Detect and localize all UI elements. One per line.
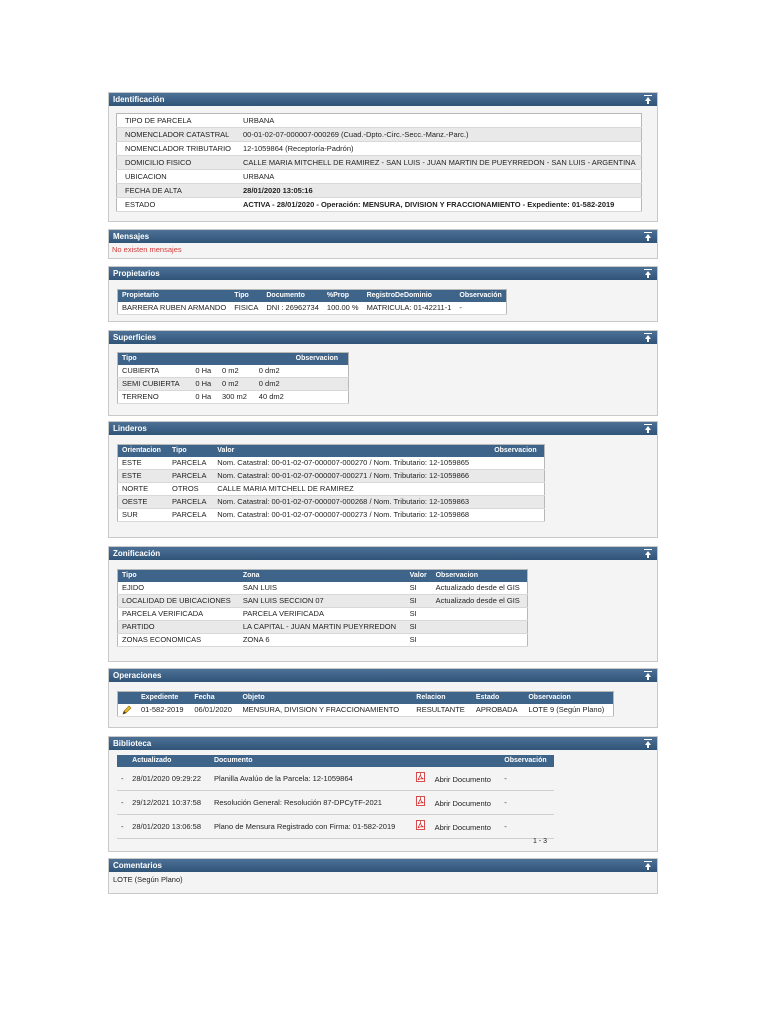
table-cell: Nom. Catastral: 00-01-02-07-000007-000270 / Nom. Tributario: 12-1059865 bbox=[213, 457, 490, 470]
biblioteca-panel bbox=[108, 736, 658, 852]
column-header[interactable]: Observación bbox=[455, 290, 506, 303]
table-row bbox=[118, 496, 545, 509]
table-row bbox=[118, 595, 528, 608]
column-header[interactable]: Documento bbox=[262, 290, 323, 303]
comentarios-text: LOTE (Según Plano) bbox=[113, 875, 183, 884]
table-cell: Actualizado desde el GIS bbox=[432, 582, 528, 595]
propietarios-table bbox=[117, 289, 507, 315]
linderos-table bbox=[117, 444, 545, 522]
table-cell: SAN LUIS bbox=[239, 582, 406, 595]
table-cell: PARCELA bbox=[168, 470, 213, 483]
field-value: URBANA bbox=[239, 170, 642, 184]
table-row bbox=[117, 128, 642, 142]
column-header-empty bbox=[118, 692, 138, 705]
column-header[interactable]: Valor bbox=[406, 570, 432, 583]
field-label: NOMENCLADOR TRIBUTARIO bbox=[117, 142, 240, 156]
table-cell: 0 Ha bbox=[191, 391, 218, 404]
linderos-title: Linderos bbox=[113, 424, 147, 433]
table-cell: CALLE MARIA MITCHELL DE RAMIREZ bbox=[213, 483, 490, 496]
table-cell bbox=[292, 391, 349, 404]
operaciones-panel bbox=[108, 668, 658, 728]
column-header[interactable]: RegistroDeDominio bbox=[363, 290, 456, 303]
table-cell: DNI : 26962734 bbox=[262, 302, 323, 315]
table-row bbox=[118, 582, 528, 595]
table-row bbox=[117, 170, 642, 184]
table-row bbox=[118, 704, 614, 717]
table-cell: Actualizado desde el GIS bbox=[432, 595, 528, 608]
column-header[interactable]: Observación bbox=[500, 755, 554, 767]
table-row bbox=[117, 142, 642, 156]
column-header[interactable]: Fecha bbox=[190, 692, 238, 705]
doc-title: Planilla Avalúo de la Parcela: 12-1059864 bbox=[210, 767, 412, 791]
table-cell: CUBIERTA bbox=[118, 365, 192, 378]
table-row bbox=[117, 184, 642, 198]
table-cell bbox=[432, 608, 528, 621]
row-dash: - bbox=[117, 791, 128, 815]
operaciones-header[interactable] bbox=[109, 669, 657, 682]
table-cell: SUR bbox=[118, 509, 169, 522]
table-cell: 0 Ha bbox=[191, 365, 218, 378]
collapse-up-icon[interactable] bbox=[644, 861, 652, 870]
operaciones-title: Operaciones bbox=[113, 671, 162, 680]
column-header[interactable]: Observacion bbox=[292, 353, 349, 366]
linderos-header[interactable] bbox=[109, 422, 657, 435]
column-header[interactable]: Tipo bbox=[168, 445, 213, 458]
table-cell: EJIDO bbox=[118, 582, 239, 595]
propietarios-header[interactable] bbox=[109, 267, 657, 280]
column-header-empty bbox=[117, 755, 128, 767]
table-cell: 0 m2 bbox=[218, 365, 255, 378]
table-cell: OESTE bbox=[118, 496, 169, 509]
column-header[interactable]: %Prop bbox=[323, 290, 363, 303]
table-row bbox=[118, 365, 349, 378]
table-row bbox=[118, 391, 349, 404]
field-value: ACTIVA - 28/01/2020 - Operación: MENSURA, DIVISION Y FRACCIONAMIENTO - Expediente: 01-582-2019 bbox=[239, 198, 642, 212]
table-cell: PARCELA VERIFICADA bbox=[239, 608, 406, 621]
column-header[interactable]: Observacion bbox=[524, 692, 613, 705]
mensajes-panel bbox=[108, 229, 658, 259]
doc-observation: - bbox=[500, 767, 554, 791]
identificacion-table bbox=[116, 113, 642, 212]
doc-date: 28/01/2020 09:29:22 bbox=[128, 767, 210, 791]
table-cell: LA CAPITAL - JUAN MARTIN PUEYRREDON bbox=[239, 621, 406, 634]
column-header[interactable]: Observacion bbox=[432, 570, 528, 583]
table-cell: 0 Ha bbox=[191, 378, 218, 391]
collapse-up-icon[interactable] bbox=[644, 95, 652, 104]
pencil-icon[interactable] bbox=[122, 705, 132, 715]
column-header[interactable]: Valor bbox=[213, 445, 490, 458]
doc-title: Plano de Mensura Registrado con Firma: 01-582-2019 bbox=[210, 815, 412, 839]
field-label: FECHA DE ALTA bbox=[117, 184, 240, 198]
superficies-title: Superficies bbox=[113, 333, 157, 342]
table-cell: FISICA bbox=[230, 302, 262, 315]
column-header[interactable]: Expediente bbox=[137, 692, 190, 705]
doc-observation: - bbox=[500, 815, 554, 839]
field-label: ESTADO bbox=[117, 198, 240, 212]
table-cell: 0 dm2 bbox=[255, 378, 292, 391]
table-cell: ESTE bbox=[118, 457, 169, 470]
collapse-up-icon[interactable] bbox=[644, 549, 652, 558]
doc-link-cell bbox=[412, 767, 501, 791]
doc-title: Resolución General: Resolución 87-DPCyTF-2021 bbox=[210, 791, 412, 815]
column-header[interactable] bbox=[218, 353, 255, 366]
doc-date: 28/01/2020 13:06:58 bbox=[128, 815, 210, 839]
collapse-up-icon[interactable] bbox=[644, 739, 652, 748]
table-cell: MENSURA, DIVISION Y FRACCIONAMIENTO bbox=[238, 704, 412, 717]
field-label: DOMICILIO FISICO bbox=[117, 156, 240, 170]
zonificacion-header[interactable] bbox=[109, 547, 657, 560]
column-header[interactable]: Objeto bbox=[238, 692, 412, 705]
table-cell: NORTE bbox=[118, 483, 169, 496]
table-cell: SI bbox=[406, 595, 432, 608]
table-cell: 0 m2 bbox=[218, 378, 255, 391]
field-label: UBICACION bbox=[117, 170, 240, 184]
comentarios-title: Comentarios bbox=[113, 861, 162, 870]
table-cell: PARCELA VERIFICADA bbox=[118, 608, 239, 621]
table-cell: PARCELA bbox=[168, 509, 213, 522]
zonificacion-panel bbox=[108, 546, 658, 662]
table-row bbox=[118, 457, 545, 470]
operaciones-table bbox=[117, 691, 614, 717]
table-cell: Nom. Catastral: 00-01-02-07-000007-000273 / Nom. Tributario: 12-1059868 bbox=[213, 509, 490, 522]
propietarios-panel bbox=[108, 266, 658, 322]
table-cell: ZONAS ECONOMICAS bbox=[118, 634, 239, 647]
mensajes-header[interactable] bbox=[109, 230, 657, 243]
table-cell: - bbox=[455, 302, 506, 315]
column-header[interactable] bbox=[191, 353, 218, 366]
comentarios-header[interactable] bbox=[109, 859, 657, 872]
open-document-link[interactable]: Abrir Documento bbox=[434, 822, 491, 832]
table-cell: SI bbox=[406, 582, 432, 595]
column-header[interactable]: Zona bbox=[239, 570, 406, 583]
mensajes-title: Mensajes bbox=[113, 232, 150, 241]
field-value: 00-01-02-07-000007-000269 (Cuad.-Dpto.-Circ.-Secc.-Manz.-Parc.) bbox=[239, 128, 642, 142]
table-cell: ESTE bbox=[118, 470, 169, 483]
identificacion-header[interactable] bbox=[109, 93, 657, 106]
row-dash: - bbox=[117, 815, 128, 839]
field-label: TIPO DE PARCELA bbox=[117, 114, 240, 128]
column-header[interactable]: Tipo bbox=[230, 290, 262, 303]
field-value: 12-1059864 (Receptoría-Padrón) bbox=[239, 142, 642, 156]
table-cell: LOCALIDAD DE UBICACIONES bbox=[118, 595, 239, 608]
field-value: CALLE MARIA MITCHELL DE RAMIREZ - SAN LUIS - JUAN MARTIN DE PUEYRREDON - SAN LUIS - ARGENTINA bbox=[239, 156, 642, 170]
doc-date: 29/12/2021 10:37:58 bbox=[128, 791, 210, 815]
pdf-icon[interactable] bbox=[416, 772, 425, 782]
superficies-header[interactable] bbox=[109, 331, 657, 344]
identificacion-panel bbox=[108, 92, 658, 222]
column-header[interactable]: Actualizado bbox=[128, 755, 210, 767]
table-cell bbox=[432, 634, 528, 647]
table-cell: SI bbox=[406, 634, 432, 647]
edit-cell bbox=[118, 704, 138, 717]
superficies-panel bbox=[108, 330, 658, 416]
table-row bbox=[117, 156, 642, 170]
collapse-up-icon[interactable] bbox=[644, 424, 652, 433]
table-cell: 300 m2 bbox=[218, 391, 255, 404]
table-cell: LOTE 9 (Según Plano) bbox=[524, 704, 613, 717]
table-row bbox=[118, 608, 528, 621]
column-header[interactable]: Observacion bbox=[490, 445, 544, 458]
biblioteca-title: Biblioteca bbox=[113, 739, 152, 748]
column-header[interactable]: Tipo bbox=[118, 353, 192, 366]
pdf-icon[interactable] bbox=[416, 820, 425, 830]
biblioteca-pager: 1 - 3 bbox=[533, 838, 548, 845]
table-cell: APROBADA bbox=[472, 704, 524, 717]
table-row bbox=[118, 470, 545, 483]
column-header[interactable]: Propietario bbox=[118, 290, 231, 303]
collapse-up-icon[interactable] bbox=[644, 269, 652, 278]
biblioteca-header[interactable] bbox=[109, 737, 657, 750]
zonificacion-table bbox=[117, 569, 528, 647]
table-cell bbox=[490, 470, 544, 483]
table-cell bbox=[490, 496, 544, 509]
table-cell bbox=[490, 457, 544, 470]
table-row bbox=[117, 791, 554, 815]
comentarios-panel bbox=[108, 858, 658, 894]
table-cell: SI bbox=[406, 608, 432, 621]
field-value: URBANA bbox=[239, 114, 642, 128]
table-cell bbox=[490, 483, 544, 496]
table-row bbox=[118, 634, 528, 647]
table-cell: RESULTANTE bbox=[412, 704, 472, 717]
table-row bbox=[118, 621, 528, 634]
biblioteca-table bbox=[117, 755, 554, 839]
zonificacion-title: Zonificación bbox=[113, 549, 161, 558]
column-header[interactable]: Orientacion bbox=[118, 445, 169, 458]
table-cell: PARCELA bbox=[168, 496, 213, 509]
table-cell: OTROS bbox=[168, 483, 213, 496]
table-cell: 0 dm2 bbox=[255, 365, 292, 378]
superficies-table bbox=[117, 352, 349, 404]
doc-link-cell bbox=[412, 791, 501, 815]
pdf-icon[interactable] bbox=[416, 796, 425, 806]
table-cell: SAN LUIS SECCION 07 bbox=[239, 595, 406, 608]
column-header[interactable]: Relacion bbox=[412, 692, 472, 705]
table-cell: MATRICULA: 01-42211-1 bbox=[363, 302, 456, 315]
field-label: NOMENCLADOR CATASTRAL bbox=[117, 128, 240, 142]
collapse-up-icon[interactable] bbox=[644, 232, 652, 241]
table-cell bbox=[292, 365, 349, 378]
table-row bbox=[118, 302, 507, 315]
table-row bbox=[118, 483, 545, 496]
table-cell: 40 dm2 bbox=[255, 391, 292, 404]
table-cell bbox=[292, 378, 349, 391]
table-row bbox=[118, 509, 545, 522]
table-cell bbox=[432, 621, 528, 634]
table-cell: Nom. Catastral: 00-01-02-07-000007-000271 / Nom. Tributario: 12-1059866 bbox=[213, 470, 490, 483]
doc-link-cell bbox=[412, 815, 501, 839]
column-header[interactable]: Documento bbox=[210, 755, 412, 767]
table-cell: Nom. Catastral: 00-01-02-07-000007-000268 / Nom. Tributario: 12-1059863 bbox=[213, 496, 490, 509]
table-cell: 01-582-2019 bbox=[137, 704, 190, 717]
column-header[interactable] bbox=[255, 353, 292, 366]
table-cell: SI bbox=[406, 621, 432, 634]
table-row bbox=[118, 378, 349, 391]
table-row bbox=[117, 815, 554, 839]
propietarios-title: Propietarios bbox=[113, 269, 160, 278]
table-cell: BARRERA RUBEN ARMANDO bbox=[118, 302, 231, 315]
mensajes-text: No existen mensajes bbox=[112, 245, 182, 254]
table-cell: ZONA 6 bbox=[239, 634, 406, 647]
table-cell: 100.00 % bbox=[323, 302, 363, 315]
table-row bbox=[117, 114, 642, 128]
table-row bbox=[117, 767, 554, 791]
row-dash: - bbox=[117, 767, 128, 791]
column-header[interactable] bbox=[412, 755, 501, 767]
table-cell: 06/01/2020 bbox=[190, 704, 238, 717]
field-value: 28/01/2020 13:05:16 bbox=[239, 184, 642, 198]
table-cell bbox=[490, 509, 544, 522]
table-row bbox=[117, 198, 642, 212]
collapse-up-icon[interactable] bbox=[644, 333, 652, 342]
collapse-up-icon[interactable] bbox=[644, 671, 652, 680]
identificacion-title: Identificación bbox=[113, 95, 165, 104]
linderos-panel bbox=[108, 421, 658, 538]
column-header[interactable]: Tipo bbox=[118, 570, 239, 583]
table-cell: TERRENO bbox=[118, 391, 192, 404]
table-cell: SEMI CUBIERTA bbox=[118, 378, 192, 391]
column-header[interactable]: Estado bbox=[472, 692, 524, 705]
table-cell: PARCELA bbox=[168, 457, 213, 470]
table-cell: PARTIDO bbox=[118, 621, 239, 634]
open-document-link[interactable]: Abrir Documento bbox=[434, 774, 491, 784]
doc-observation: - bbox=[500, 791, 554, 815]
open-document-link[interactable]: Abrir Documento bbox=[434, 798, 491, 808]
